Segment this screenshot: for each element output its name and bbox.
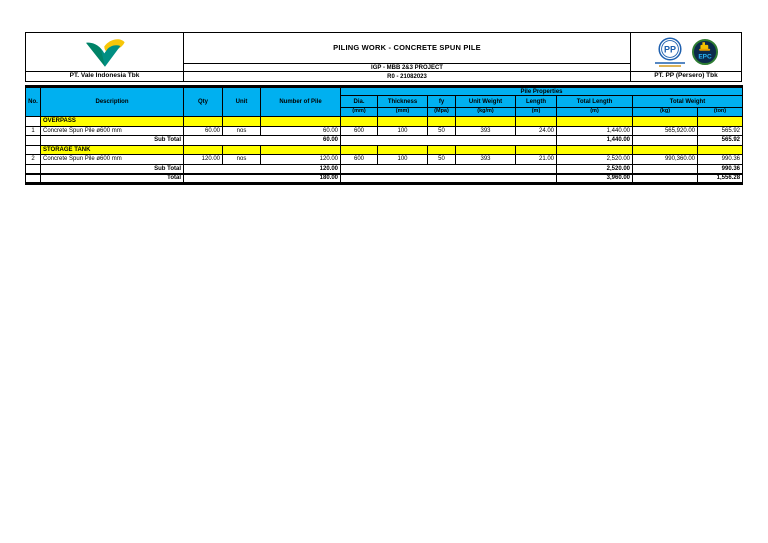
col-header-dia: Dia.: [341, 96, 378, 108]
cell-total-weight-ton: 990.36: [698, 155, 743, 165]
pp-logo-tagline: [655, 62, 685, 67]
cell-number-of-pile: 120.00: [261, 155, 341, 165]
title-block-right: [631, 33, 741, 81]
vale-logo: [84, 36, 126, 68]
section-cell: [26, 145, 41, 155]
section-row-overpass: [26, 117, 743, 127]
subtotal-number-of-pile: 60.00: [184, 136, 341, 146]
unit-total-weight-ton: (ton): [698, 108, 743, 117]
cell-number-of-pile: 60.00: [261, 126, 341, 136]
cell-description: Concrete Spun Pile ø600 mm: [41, 155, 184, 165]
subtotal-row: [26, 164, 743, 174]
unit-fy: (Mpa): [428, 108, 456, 117]
col-header-total-weight: Total Weight: [633, 96, 743, 108]
vale-company-name: PT. Vale Indonesia Tbk: [26, 71, 183, 81]
subtotal-total-length: 1,440.00: [557, 136, 633, 146]
title-block: [25, 32, 742, 82]
cell-total-length: 2,520.00: [557, 155, 633, 165]
table-row: [26, 126, 743, 136]
cell-unit: nos: [223, 126, 261, 136]
pp-company-name: PT. PP (Persero) Tbk: [631, 71, 741, 81]
project-name: IGP - MBB 2&3 PROJECT: [184, 63, 630, 72]
subtotal-number-of-pile: 120.00: [184, 164, 341, 174]
group-header-pile-properties: Pile Properties: [341, 87, 743, 96]
cell-unit-weight: 393: [456, 126, 516, 136]
total-row: [26, 174, 743, 184]
subtotal-label: Sub Total: [41, 136, 184, 146]
cell-no: 1: [26, 126, 41, 136]
unit-dia: (mm): [341, 108, 378, 117]
unit-thickness: (mm): [378, 108, 428, 117]
subtotal-label: Sub Total: [41, 164, 184, 174]
svg-text:PP: PP: [663, 44, 676, 55]
total-total-weight-ton: 1,556.28: [698, 174, 743, 184]
sheet: [25, 32, 742, 185]
revision-code: R0 - 21082023: [184, 71, 630, 81]
col-header-description: Description: [41, 87, 184, 117]
cell-description: Concrete Spun Pile ø600 mm: [41, 126, 184, 136]
col-header-no: No.: [26, 87, 41, 117]
title-block-center: [184, 33, 631, 81]
cell-qty: 60.00: [184, 126, 223, 136]
cell-length: 24.00: [516, 126, 557, 136]
cell-dia: 600: [341, 155, 378, 165]
subtotal-total-length: 2,520.00: [557, 164, 633, 174]
total-total-length: 3,960.00: [557, 174, 633, 184]
cell-total-weight-kg: 990,360.00: [633, 155, 698, 165]
title-block-left: [26, 33, 184, 81]
total-label: Total: [41, 174, 184, 184]
svg-text:EPC: EPC: [697, 53, 712, 61]
section-cell: [26, 117, 41, 127]
section-name: OVERPASS: [41, 117, 184, 127]
cell-total-weight-ton: 565.92: [698, 126, 743, 136]
col-header-unit-weight: Unit Weight: [456, 96, 516, 108]
unit-unit-weight: (kg/m): [456, 108, 516, 117]
subtotal-total-weight-ton: 990.36: [698, 164, 743, 174]
piling-table: [25, 85, 743, 185]
epc-logo: [692, 39, 718, 65]
section-row-storage-tank: [26, 145, 743, 155]
col-header-unit: Unit: [223, 87, 261, 117]
total-number-of-pile: 180.00: [184, 174, 341, 184]
col-header-length: Length: [516, 96, 557, 108]
subtotal-total-weight-ton: 565.92: [698, 136, 743, 146]
cell-dia: 600: [341, 126, 378, 136]
cell-unit: nos: [223, 155, 261, 165]
cell-no: 2: [26, 155, 41, 165]
pp-logo: [655, 37, 685, 67]
col-header-total-length: Total Length: [557, 96, 633, 108]
subtotal-row: [26, 136, 743, 146]
cell-total-length: 1,440.00: [557, 126, 633, 136]
cell-length: 21.00: [516, 155, 557, 165]
unit-length: (m): [516, 108, 557, 117]
col-header-fy: fy: [428, 96, 456, 108]
cell-unit-weight: 393: [456, 155, 516, 165]
col-header-thickness: Thickness: [378, 96, 428, 108]
section-name: STORAGE TANK: [41, 145, 184, 155]
table-row: [26, 155, 743, 165]
cell-total-weight-kg: 565,920.00: [633, 126, 698, 136]
cell-thickness: 100: [378, 155, 428, 165]
col-header-number-of-pile: Number of Pile: [261, 87, 341, 117]
cell-fy: 50: [428, 126, 456, 136]
cell-qty: 120.00: [184, 155, 223, 165]
col-header-qty: Qty: [184, 87, 223, 117]
cell-thickness: 100: [378, 126, 428, 136]
unit-total-weight-kg: (kg): [633, 108, 698, 117]
document-title: PILING WORK - CONCRETE SPUN PILE: [333, 43, 481, 53]
cell-fy: 50: [428, 155, 456, 165]
unit-total-length: (m): [557, 108, 633, 117]
